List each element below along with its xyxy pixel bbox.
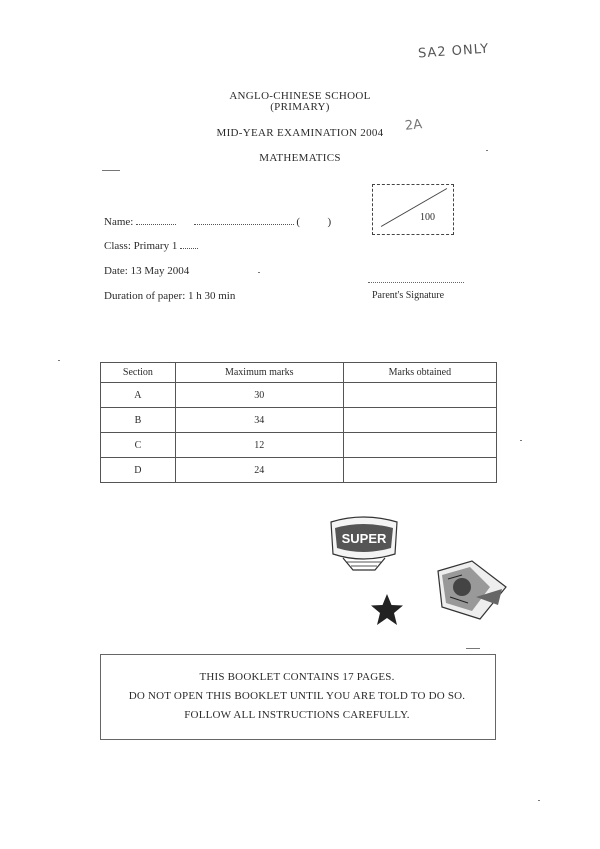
table-row — [101, 408, 497, 433]
signature-line[interactable] — [368, 282, 464, 283]
max-marks-cell: 34 — [175, 408, 343, 433]
class-field[interactable] — [104, 240, 198, 252]
header-marks-obtained: Marks obtained — [343, 363, 496, 383]
handwritten-note: SA2 ONLY — [417, 41, 490, 62]
section-cell: A — [101, 383, 176, 408]
section-cell: C — [101, 433, 176, 458]
section-cell: D — [101, 458, 176, 483]
scan-speck — [258, 272, 260, 273]
scan-speck — [486, 150, 488, 151]
notice-page-count: THIS BOOKLET CONTAINS 17 PAGES. — [199, 671, 395, 683]
max-marks-cell: 24 — [175, 458, 343, 483]
table-row — [101, 433, 497, 458]
notice-follow-instructions: FOLLOW ALL INSTRUCTIONS CAREFULLY. — [184, 709, 410, 721]
notice-do-not-open: DO NOT OPEN THIS BOOKLET UNTIL YOU ARE TOLD TO DO SO. — [128, 690, 466, 702]
star-sticker — [367, 592, 407, 628]
table-row — [101, 383, 497, 408]
super-text: SUPER — [341, 531, 387, 546]
table-header-row — [101, 363, 497, 383]
super-sticker — [323, 512, 405, 574]
marks-obtained-cell[interactable] — [343, 383, 496, 408]
marks-obtained-cell[interactable] — [343, 433, 496, 458]
signature-label: Parent's Signature — [372, 290, 445, 301]
exam-title: MID-YEAR EXAMINATION 2004 — [216, 127, 384, 139]
scan-speck — [466, 648, 480, 649]
school-name: ANGLO-CHINESE SCHOOL — [229, 90, 371, 102]
max-marks-cell: 30 — [175, 383, 343, 408]
max-marks-cell: 12 — [175, 433, 343, 458]
header-maximum-marks: Maximum marks — [175, 363, 343, 383]
scan-speck — [538, 800, 540, 801]
scan-speck — [520, 440, 522, 441]
section-cell: B — [101, 408, 176, 433]
marks-table — [100, 362, 497, 483]
subject-title: MATHEMATICS — [259, 152, 341, 164]
date-label: Date: 13 May 2004 — [104, 265, 190, 277]
name-label: Name: — [104, 216, 134, 228]
header-section: Section — [101, 363, 176, 383]
handwritten-mark: 2A — [404, 117, 423, 134]
table-row — [101, 458, 497, 483]
name-field[interactable]: Name: ( ) — [104, 216, 332, 228]
marks-obtained-cell[interactable] — [343, 458, 496, 483]
class-label: Class: Primary 1 — [104, 240, 178, 252]
reading-sticker — [432, 557, 510, 623]
score-total: 100 — [420, 212, 435, 223]
scan-speck — [102, 170, 120, 171]
scan-speck — [58, 360, 60, 361]
marks-obtained-cell[interactable] — [343, 408, 496, 433]
duration-label: Duration of paper: 1 h 30 min — [104, 290, 236, 302]
school-level: (PRIMARY) — [270, 101, 330, 113]
